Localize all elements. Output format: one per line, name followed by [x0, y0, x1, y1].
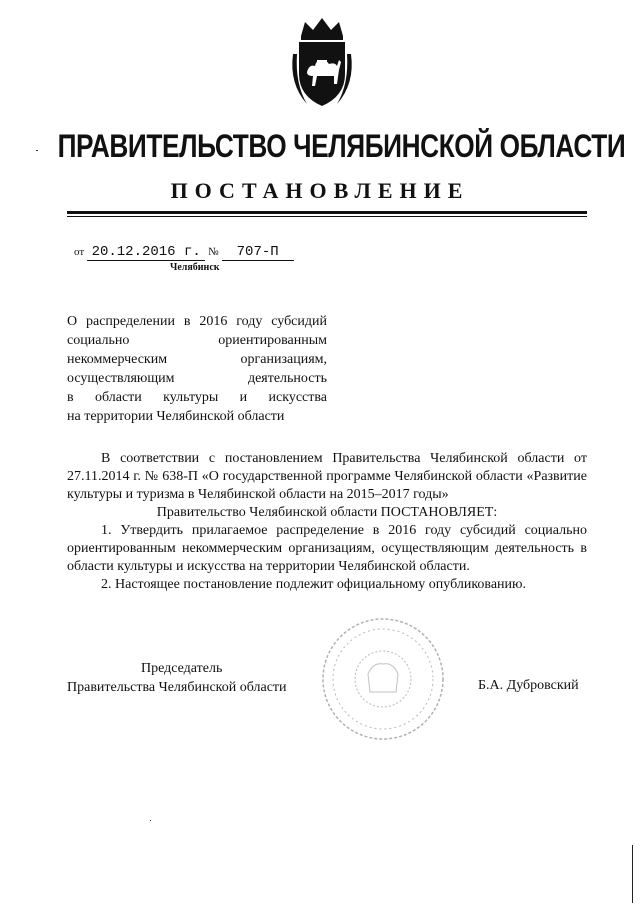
- item-2-paragraph: 2. Настоящее постановление подлежит официальному опубликованию.: [101, 577, 526, 592]
- number-label: №: [208, 246, 219, 258]
- signatory-position: [67, 659, 297, 697]
- header-rule-thick: [67, 211, 587, 214]
- city-label: Челябинск: [170, 262, 220, 273]
- date-number-line: [74, 244, 294, 261]
- subject-line: О распределении в 2016 году субсидий: [67, 314, 327, 329]
- document-body: [67, 450, 587, 594]
- document-type: ПОСТАНОВЛЕНИЕ: [170, 178, 470, 203]
- subject-line: некоммерческим организациям,: [67, 352, 327, 367]
- coat-of-arms-icon: [287, 14, 357, 110]
- item-1-paragraph: 1. Утвердить прилагаемое распределение в 2016 году субсидий социально ориентированным некоммерческим организациям, осуществляющим деятельность в области культуры и искусства на территории Челябинской области.: [67, 523, 587, 574]
- subject-line: осуществляющим деятельность: [67, 371, 327, 386]
- decree-statement: Правительство Челябинской области ПОСТАНОВЛЯЕТ:: [156, 505, 498, 520]
- header-rule-thin: [67, 216, 587, 217]
- number-field: 707-П: [222, 244, 294, 261]
- official-seal-icon: [318, 614, 448, 744]
- government-title: ПРАВИТЕЛЬСТВО ЧЕЛЯБИНСКОЙ ОБЛАСТИ: [57, 128, 626, 164]
- subject-line: в области культуры и искусства: [67, 390, 327, 405]
- preamble-paragraph: В соответствии с постановлением Правительства Челябинской области от 27.11.2014 г. № 638-П «О государственной программе Челябинской области «Развитие культуры и туризма в Челябинской области на 2015–2017 годы»: [67, 451, 587, 502]
- signatory-name: Б.А. Дубровский: [478, 678, 579, 693]
- subject-line: на территории Челябинской области: [67, 409, 285, 424]
- date-label: от: [74, 246, 85, 258]
- position-line-2: Правительства Челябинской области: [67, 680, 287, 695]
- document-subject: [67, 312, 327, 426]
- date-field: 20.12.2016 г.: [87, 244, 205, 261]
- subject-line: социально ориентированным: [67, 333, 327, 348]
- scan-speck: [150, 820, 151, 821]
- scan-speck: [36, 150, 38, 151]
- position-line-1: Председатель: [141, 661, 223, 676]
- scan-edge-line: [632, 845, 633, 903]
